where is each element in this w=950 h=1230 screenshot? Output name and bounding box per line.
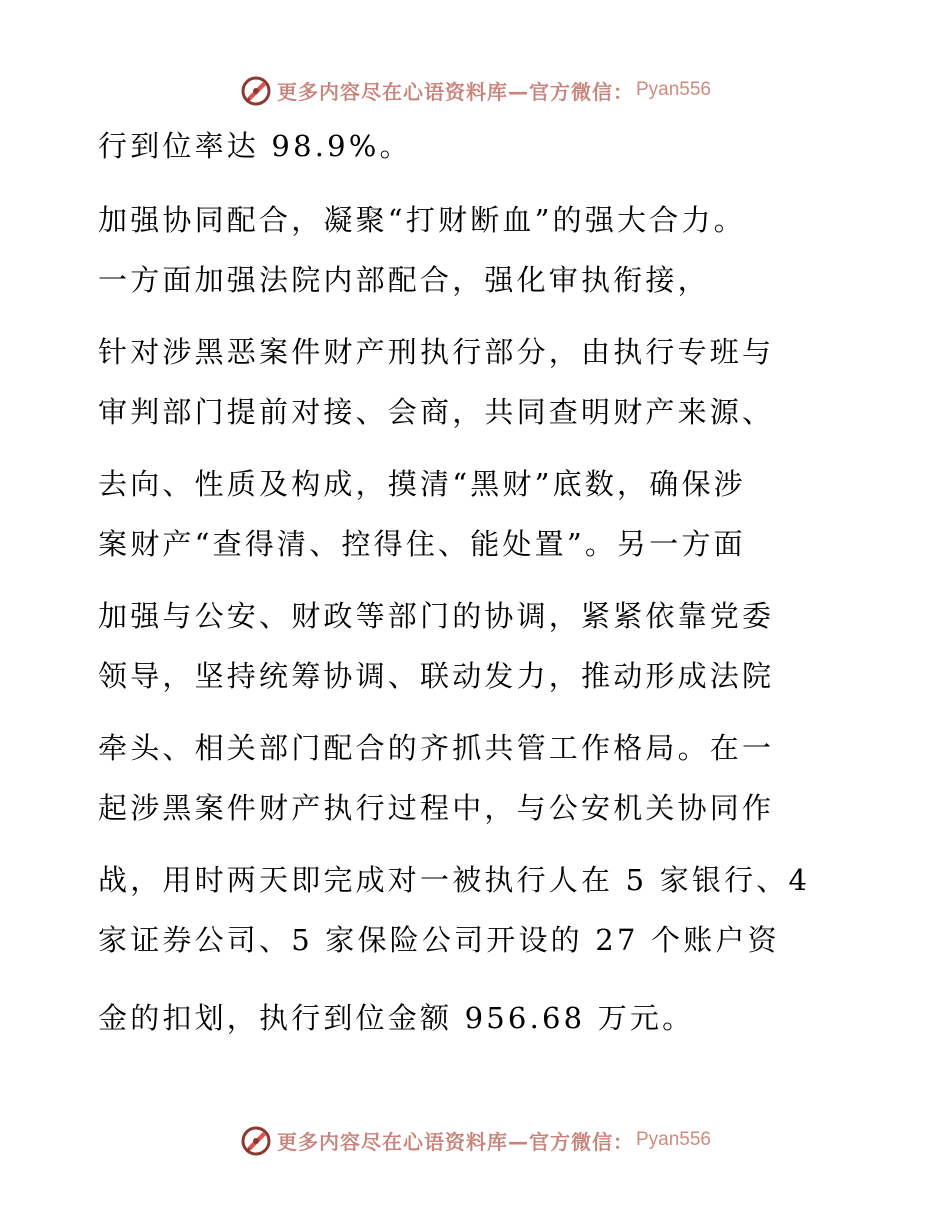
text-line: 去向、性质及构成，摸清“黑财”底数，确保涉 <box>98 467 746 501</box>
text-line: 起涉黑案件财产执行过程中，与公安机关协同作 <box>98 791 775 825</box>
text-line: 金的扣划，执行到位金额 956.68 万元。 <box>98 1001 695 1035</box>
text-line: 案财产“查得清、控得住、能处置”。另一方面 <box>98 527 746 561</box>
footer-watermark <box>0 1120 950 1160</box>
text-line: 家证券公司、5 家保险公司开设的 27 个账户资 <box>98 923 780 957</box>
text-line: 一方面加强法院内部配合，强化审执衔接， <box>98 263 710 297</box>
text-line: 战，用时两天即完成对一被执行人在 5 家银行、4 <box>98 863 811 897</box>
text-line: 加强协同配合，凝聚“打财断血”的强大合力。 <box>98 203 746 237</box>
watermark-text: 更多内容尽在心语资料库—官方微信： <box>276 1129 634 1154</box>
text-line: 针对涉黑恶案件财产刑执行部分，由执行专班与 <box>98 335 775 369</box>
watermark-wechat-id: Pyan556 <box>635 79 711 100</box>
text-line: 行到位率达 98.9%。 <box>98 129 412 163</box>
watermark-text: 更多内容尽在心语资料库—官方微信： <box>276 79 634 104</box>
text-line: 加强与公安、财政等部门的协调，紧紧依靠党委 <box>98 599 775 633</box>
watermark-wechat-id: Pyan556 <box>635 1129 711 1150</box>
pen-logo-icon <box>239 1123 273 1157</box>
text-line: 领导，坚持统筹协调、联动发力，推动形成法院 <box>98 659 775 693</box>
text-line: 牵头、相关部门配合的齐抓共管工作格局。在一 <box>98 731 775 765</box>
text-line: 审判部门提前对接、会商，共同查明财产来源、 <box>98 395 775 429</box>
